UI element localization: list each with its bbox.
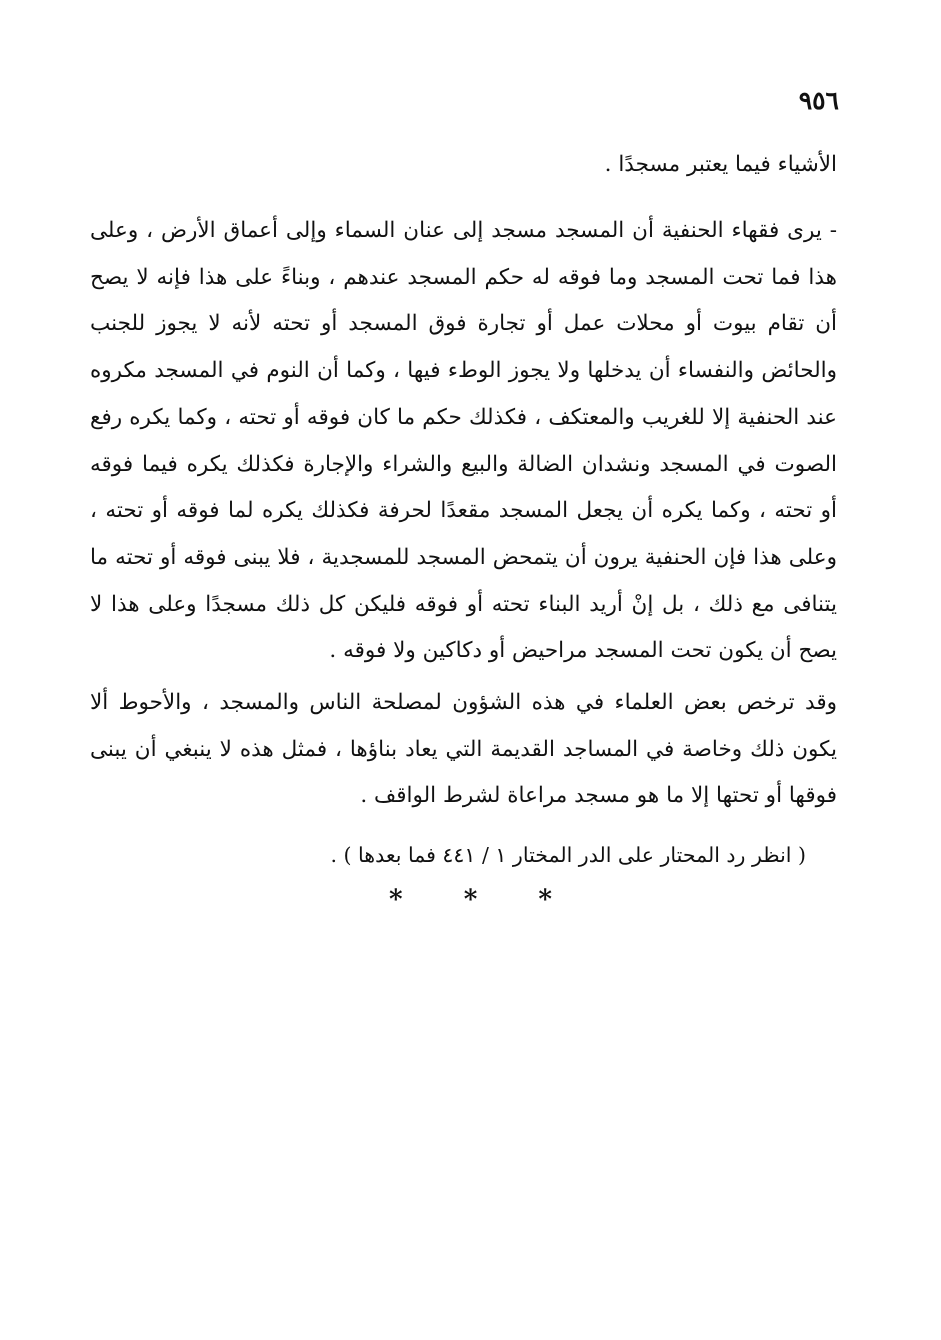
body-paragraph-2: وقد ترخص بعض العلماء في هذه الشؤون لمصلحة الناس والمسجد ، والأحوط ألا يكون ذلك وخاصة في المساجد القديمة التي يعاد بناؤها ، فمثل هذه لا ينبغي أن يبنى فوقها أو تحتها إلا ما هو مسجد مراعاة لشرط الواقف .	[90, 690, 837, 809]
body-paragraph-1: - يرى فقهاء الحنفية أن المسجد مسجد إلى عنان السماء وإلى أعماق الأرض ، وعلى هذا فما تحت المسجد وما فوقه له حكم المسجد عندهم ، وبناءً على هذا فإنه لا يصح أن تقام بيوت أو محلات عمل أو تجارة فوق المسجد أو تحته لأنه لا يجوز للجنب والحائض والنفساء أن يدخلها ولا يجوز الوطء فيها ، وكما أن النوم في المسجد مكروه عند الحنفية إلا للغريب والمعتكف ، فكذلك حكم ما كان فوقه أو تحته ، وكما يكره رفع الصوت في المسجد ونشدان الضالة والبيع والشراء والإجارة فكذلك يكره فيما فوقه أو تحته ، وكما يكره أن يجعل المسجد مقعدًا لحرفة فكذلك يكره لما فوقه أو تحته ، وعلى هذا فإن الحنفية يرون أن يتمحض المسجد للمسجدية ، فلا يبنى فوقه أو تحته ما يتنافى مع ذلك ، بل إنْ أريد البناء تحته أو فوقه فليكن كل ذلك مسجدًا وعلى هذا لا يصح أن يكون تحت المسجد مراحيض أو دكاكين ولا فوقه .	[90, 218, 837, 664]
reference-citation: ( انظر رد المحتار على الدر المختار ١ / ٤٤١ فما بعدها ) .	[330, 843, 806, 867]
page-number: ٩٥٦	[798, 86, 839, 115]
section-separator: * * *	[389, 885, 578, 915]
intro-line: الأشياء فيما يعتبر مسجدًا .	[604, 152, 837, 177]
